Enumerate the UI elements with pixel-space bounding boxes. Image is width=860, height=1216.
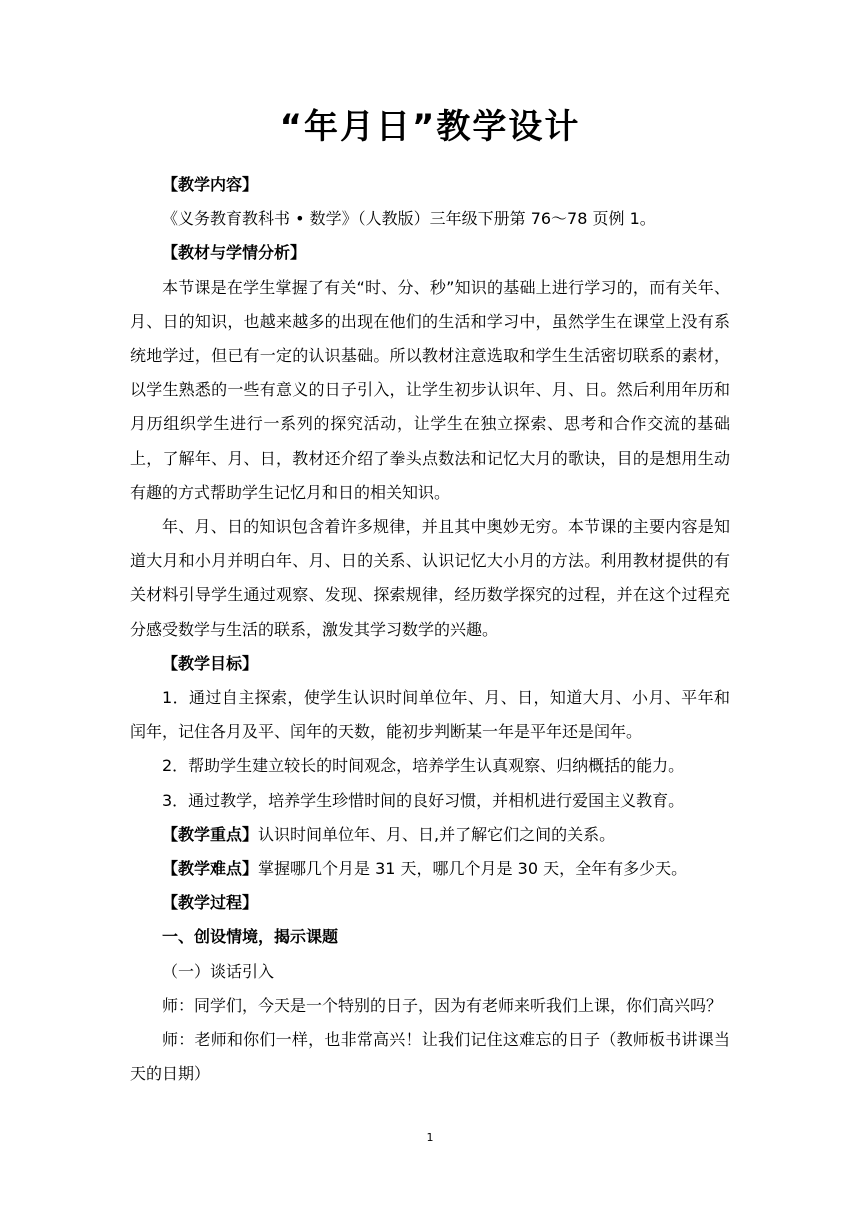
analysis-paragraph-2: 年、月、日的知识包含着许多规律，并且其中奥妙无穷。本节课的主要内容是知道大月和小月并明白年、月、日的关系、认识记忆大小月的方法。利用教材提供的有关材料引导学生通过观察、发现、探索规律，经历数学探究的过程，并在这个过程充分感受数学与生活的联系，激发其学习数学的兴趣。 [130,517,730,639]
process-part-1-heading: 一、创设情境，揭示课题 [162,927,339,947]
difficulty-line [130,852,730,886]
section-heading-analysis: 【教材与学情分析】 [162,243,307,263]
section-heading-content: 【教学内容】 [162,175,259,194]
goal-item-3: 3．通过教学，培养学生珍惜时间的良好习惯，并相机进行爱国主义教育。 [162,790,685,810]
difficulty-text: 掌握哪几个月是 31 天，哪几个月是 30 天，全年有多少天。 [258,859,688,879]
dialog-line-2: 师：老师和你们一样，也非常高兴！让我们记住这难忘的日子（教师板书讲课当天的日期） [130,1030,730,1084]
section-heading-key-point: 【教学重点】 [162,824,259,844]
goal-item-1: 1．通过自主探索，使学生认识时间单位年、月、日，知道大月、小月、平年和闰年，记住各月及平、闰年的天数，能初步判断某一年是平年还是闰年。 [130,688,730,742]
document-title: “年月日”教学设计 [279,107,581,147]
content-text: 《义务教育教科书 • 数学》（人教版）三年级下册第 76～78 页例 1。 [162,209,656,229]
section-heading-difficulty: 【教学难点】 [162,859,259,879]
section-heading-goals: 【教学目标】 [162,653,259,673]
page-number: 1 [426,1131,434,1144]
document-body [130,102,730,1091]
section-heading-process: 【教学过程】 [162,893,259,913]
process-subheading-1: （一）谈话引入 [162,961,275,981]
key-point-text: 认识时间单位年、月、日,并了解它们之间的关系。 [258,824,616,844]
analysis-paragraph-1: 本节课是在学生掌握了有关“时、分、秒”知识的基础上进行学习的，而有关年、月、日的知识，也越来越多的出现在他们的生活和学习中，虽然学生在课堂上没有系统地学过，但已有一定的认识基础。所以教材注意选取和学生生活密切联系的素材，以学生熟悉的一些有意义的日子引入，让学生初步认识年、月、日。然后利用年历和月历组织学生进行一系列的探究活动，让学生在独立探索、思考和合作交流的基础上，了解年、月、日，教材还介绍了拳头点数法和记忆大月的歌诀，目的是想用生动有趣的方式帮助学生记忆月和日的相关知识。 [130,277,730,502]
dialog-line-1: 师：同学们，今天是一个特别的日子，因为有老师来听我们上课，你们高兴吗？ [162,995,723,1015]
key-point-line [130,818,730,852]
goal-item-2: 2．帮助学生建立较长的时间观念，培养学生认真观察、归纳概括的能力。 [162,756,685,776]
